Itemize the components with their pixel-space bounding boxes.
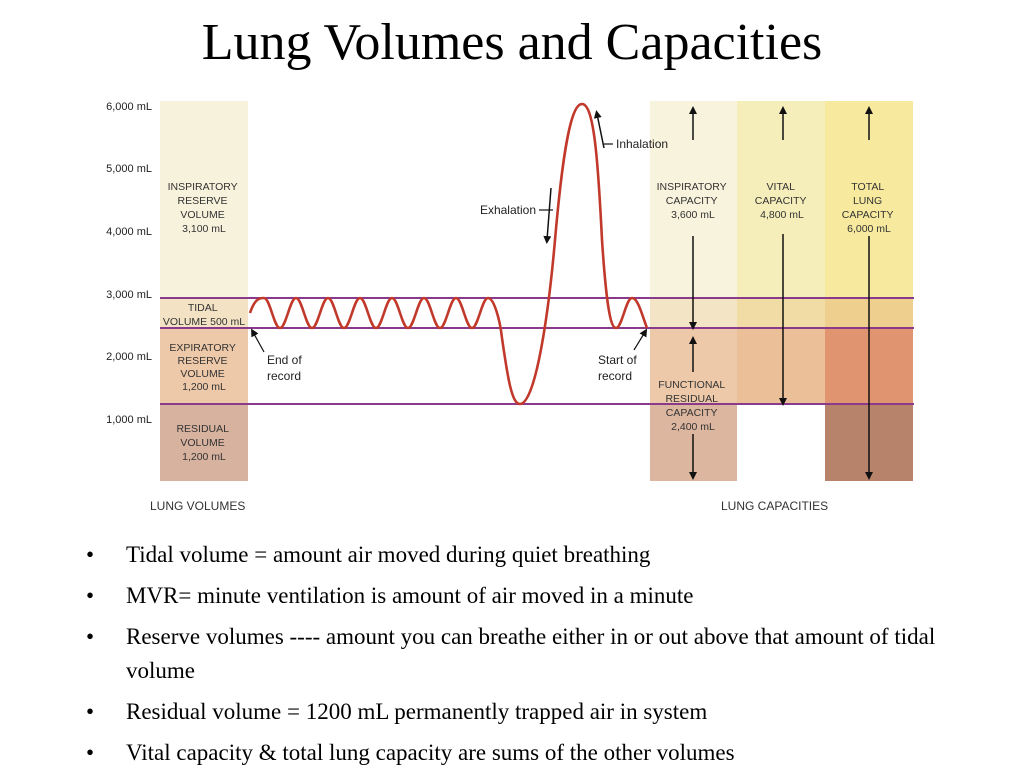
bullet-text: Tidal volume = amount air moved during quiet breathing (126, 542, 651, 567)
exhalation-label: Exhalation (479, 203, 536, 217)
vital-capacity-column (737, 101, 825, 404)
y-axis (106, 101, 152, 426)
bullet-text: Vital capacity & total lung capacity are sums of the other volumes (126, 740, 735, 765)
start-of-record-label-line1: Start of (598, 353, 637, 367)
lung-volumes-section-label: LUNG VOLUMES (150, 499, 246, 513)
bullet-text: MVR= minute ventilation is amount of air moved in a minute (126, 583, 694, 608)
slide-title: Lung Volumes and Capacities (201, 14, 823, 71)
bullet-list (86, 538, 986, 777)
breathing-curve (250, 104, 647, 404)
bullet-item: • Vital capacity & total lung capacity are sums of the other volumes (86, 740, 735, 765)
start-of-record-label-line2: record (598, 369, 633, 383)
bullet-item: • Residual volume = 1200 mL permanently trapped air in system (86, 699, 708, 724)
bullet-text: Residual volume = 1200 mL permanently trapped air in system (126, 699, 708, 724)
y-tick-label: 1,000 mL (106, 414, 152, 426)
y-tick-label: 3,000 mL (106, 289, 152, 301)
end-of-record-label-line1: End of (267, 353, 302, 367)
y-tick-label: 2,000 mL (106, 351, 152, 363)
y-tick-label: 4,000 mL (106, 226, 152, 238)
vital-capacity-label: VITAL CAPACITY 4,800 mL (754, 181, 807, 221)
y-tick-label: 6,000 mL (106, 101, 152, 113)
end-of-record-label-line2: record (267, 369, 302, 383)
total-lung-capacity-label: TOTAL LUNG CAPACITY 6,000 mL (841, 181, 894, 235)
bullet-item: • Tidal volume = amount air moved during quiet breathing (86, 542, 651, 567)
residual-volume-label: RESIDUAL VOLUME 1,200 mL (176, 423, 229, 463)
lung-capacities-section-label: LUNG CAPACITIES (721, 499, 829, 513)
tidal-volume-label: TIDAL VOLUME 500 mL (162, 302, 246, 328)
bullet-text: Reserve volumes ---- amount you can breathe either in or out above that amount of tidal volume (126, 624, 936, 683)
curve-annotations (253, 114, 668, 383)
inspiratory-capacity-label: INSPIRATORY CAPACITY 3,600 mL (656, 181, 727, 221)
functional-residual-capacity-label: FUNCTIONAL RESIDUAL CAPACITY 2,400 mL (658, 379, 725, 433)
bullet-item: • Reserve volumes ---- amount you can breathe either in or out above that amount of tidal volume (86, 624, 936, 683)
y-tick-label: 5,000 mL (106, 163, 152, 175)
bullet-item: • MVR= minute ventilation is amount of air moved in a minute (86, 583, 694, 608)
irv-label: INSPIRATORY RESERVE VOLUME 3,100 mL (167, 181, 238, 235)
erv-label: EXPIRATORY RESERVE VOLUME 1,200 mL (169, 342, 236, 393)
inhalation-label: Inhalation (616, 137, 669, 151)
